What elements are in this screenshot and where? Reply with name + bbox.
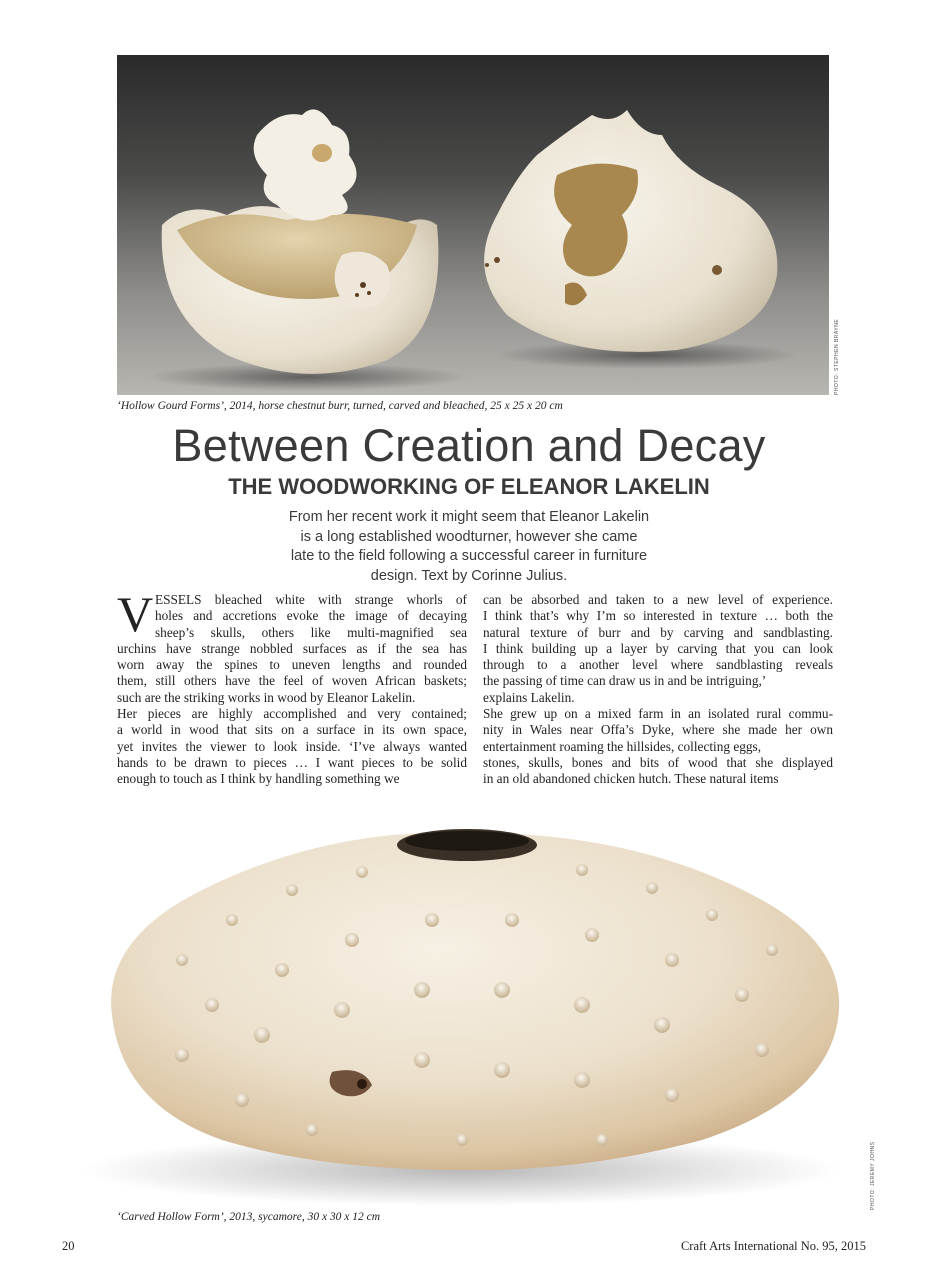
body-line: yet invites the viewer to look inside. ‘I’ve always wanted: [117, 738, 467, 754]
hollow-gourd-forms-photo: [117, 55, 829, 395]
body-line: sheep’s skulls, others like multi-magnified sea: [155, 624, 467, 640]
standfirst-line: is a long established woodturner, however she came: [300, 528, 638, 545]
article-title: Between Creation and Decay: [172, 420, 766, 471]
gourd-forms-illustration: [117, 55, 829, 395]
standfirst-line: From her recent work it might seem that Eleanor Lakelin: [288, 509, 650, 525]
body-line: natural texture of burr and by carving and sandblasting.: [483, 624, 833, 640]
body-column-right: [483, 592, 833, 788]
body-line: enough to touch as I think by handling something we: [117, 771, 400, 787]
top-photo-caption: ‘Hollow Gourd Forms’, 2014, horse chestnut burr, turned, carved and bleached, 25 x 25 x 20 cm: [117, 400, 563, 412]
standfirst-line: late to the field following a successful career in furniture: [290, 548, 648, 564]
body-line: entertainment roaming the hillsides, collecting eggs,: [483, 738, 762, 754]
body-line: a world in wood that sits on a surface in its own space,: [117, 722, 467, 738]
body-line: them, still others have the feel of woven African baskets;: [117, 673, 467, 689]
body-line: explains Lakelin.: [483, 689, 575, 705]
page-number: 20: [62, 1239, 75, 1253]
body-line: such are the striking works in wood by Eleanor Lakelin.: [117, 689, 416, 705]
carved-hollow-form-illustration: [62, 810, 866, 1210]
body-line: I think that’s why I’m so interested in texture … both the: [483, 608, 833, 624]
body-line: hands to be drawn to pieces … I want pieces to be solid: [117, 754, 467, 770]
article-standfirst: [260, 508, 678, 586]
body-line: in an old abandoned chicken hutch. These natural items: [483, 771, 779, 787]
body-line: through to a another level where sandblasting reveals: [483, 657, 833, 673]
body-line: worn away the spines to uneven lengths and rounded: [117, 657, 467, 673]
body-line: can be absorbed and taken to a new level of experience.: [483, 592, 833, 607]
drop-cap: V: [117, 586, 154, 642]
body-line: the passing of time can draw us in and be intriguing,’: [483, 673, 767, 689]
body-line: holes and accretions evoke the image of decaying: [155, 608, 467, 624]
magazine-issue-info: Craft Arts International No. 95, 2015: [680, 1239, 866, 1253]
bottom-photo-credit: PHOTO: JEREMY JOHNS: [870, 1141, 876, 1210]
body-line: She grew up on a mixed farm in an isolated rural commu-: [483, 706, 833, 722]
bottom-photo-caption: ‘Carved Hollow Form’, 2013, sycamore, 30 x 30 x 12 cm: [117, 1211, 381, 1223]
body-line: urchins have strange nobbled surfaces as if the sea has: [117, 640, 467, 656]
body-line: I think building up a layer by carving that you can look: [483, 640, 833, 656]
body-line: ESSELS bleached white with strange whorls of: [155, 592, 467, 607]
body-line: stones, skulls, bones and bits of wood that she displayed: [483, 754, 833, 770]
top-photo-credit: PHOTO: STEPHEN BRAYNE: [834, 318, 840, 395]
article-subtitle: THE WOODWORKING OF ELEANOR LAKELIN: [228, 474, 710, 499]
standfirst-line: design. Text by Corinne Julius.: [370, 567, 568, 584]
carved-hollow-form-photo: [62, 810, 866, 1210]
body-line: Her pieces are highly accomplished and very contained;: [117, 706, 467, 722]
body-column-left: [117, 586, 467, 788]
body-line: nity in Wales near Offa’s Dyke, where she made her own: [483, 722, 833, 738]
